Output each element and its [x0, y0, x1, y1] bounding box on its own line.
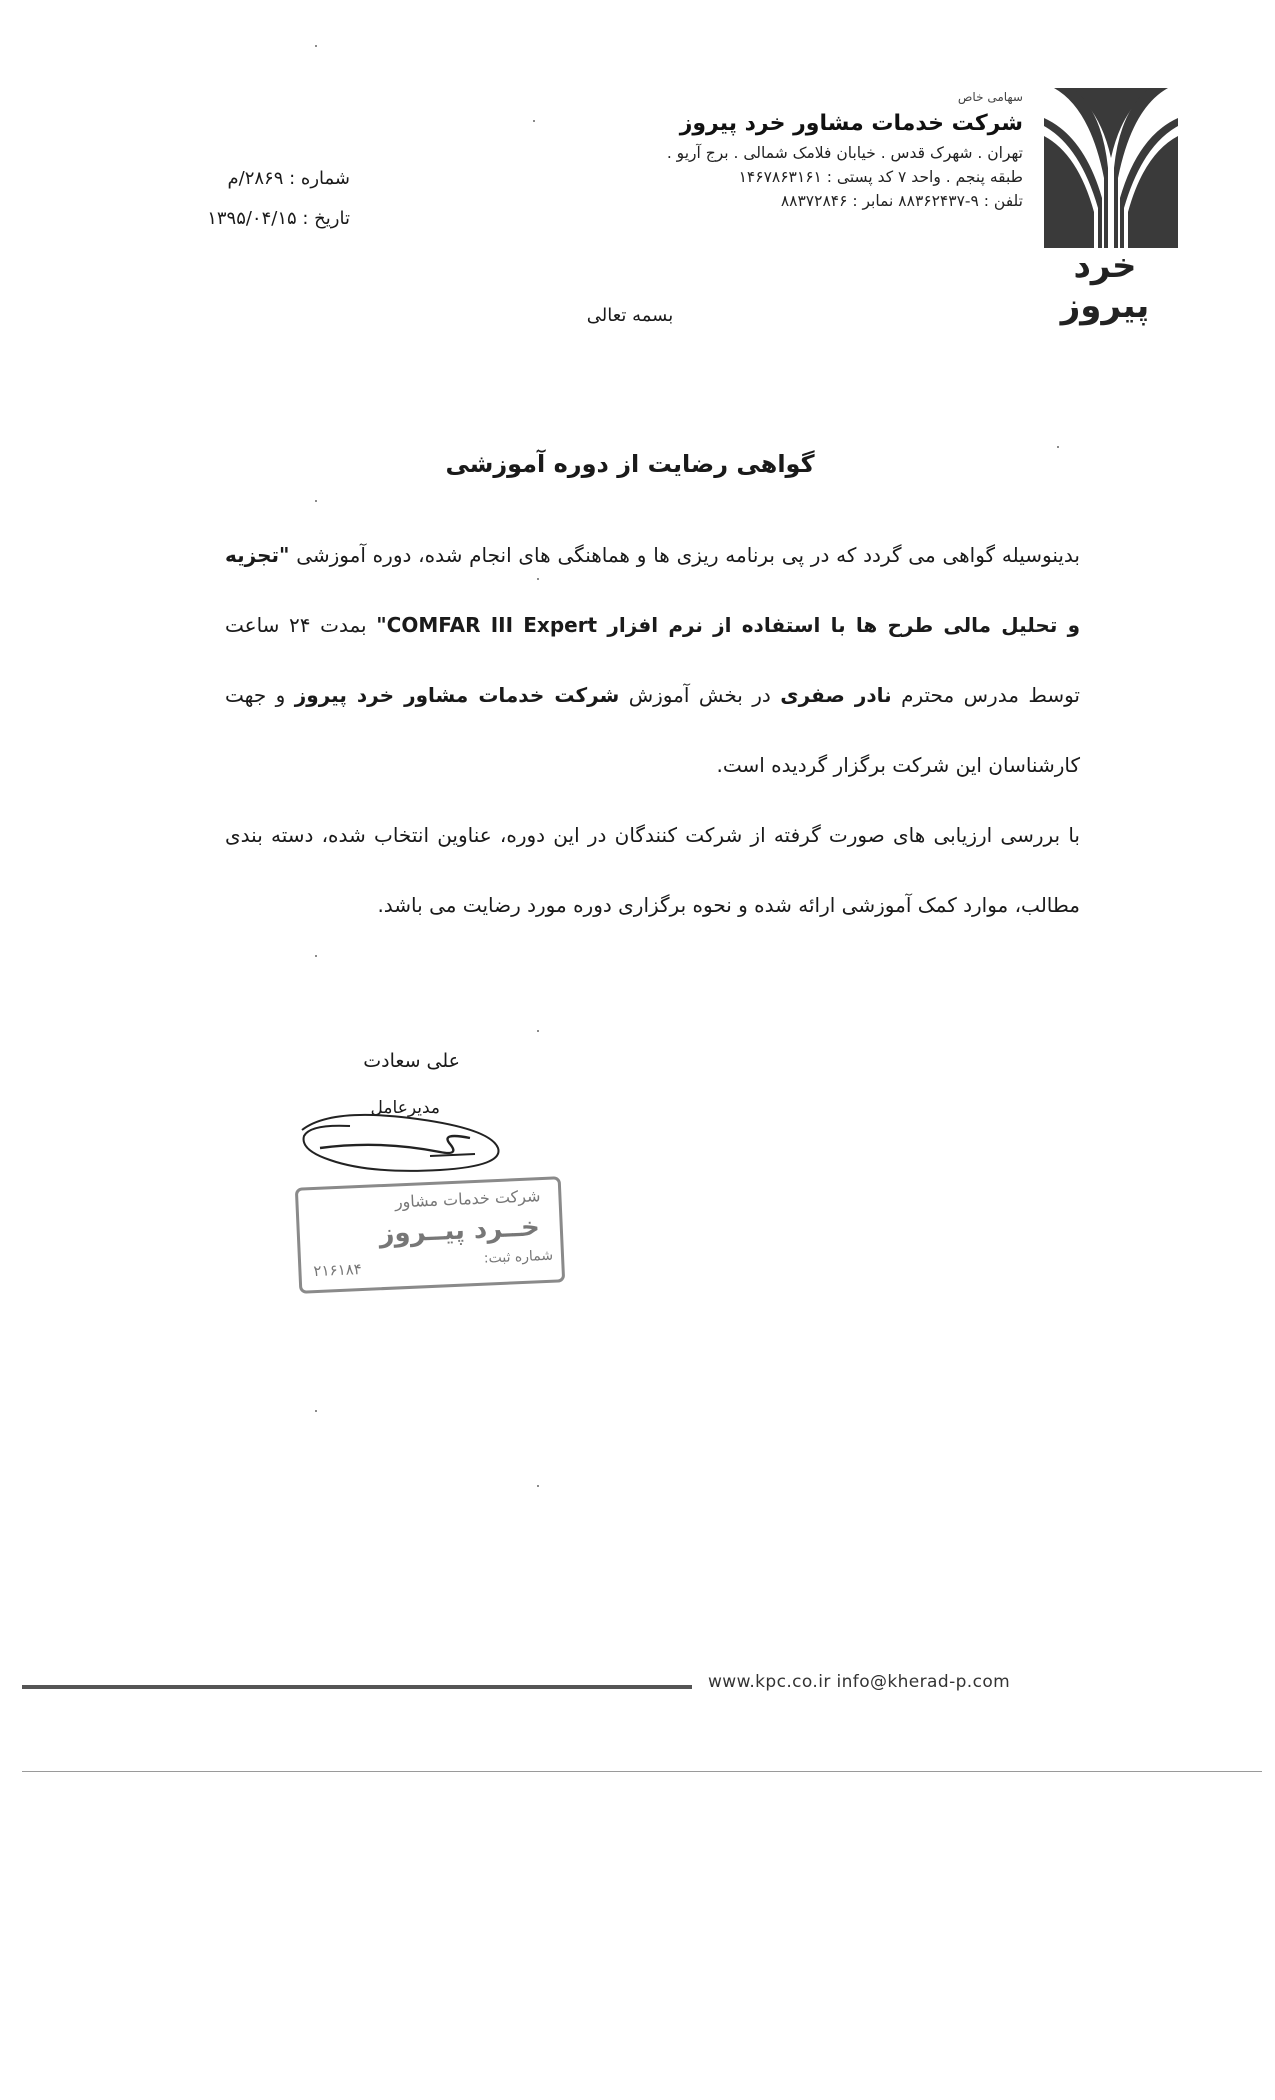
letter-number: شماره : ۲۸۶۹/م [227, 168, 350, 189]
scan-speck [1057, 446, 1059, 448]
letter-title: گواهی رضایت از دوره آموزشی [445, 450, 815, 478]
stamp-brand: خــرد پیــروز [378, 1212, 541, 1250]
scan-speck [533, 120, 535, 122]
footer-divider [22, 1685, 692, 1689]
scan-speck [537, 578, 539, 580]
company-logo [1044, 88, 1178, 248]
company-name: شرکت خدمات مشاور خرد پیروز [679, 110, 1023, 136]
footer-contact: www.kpc.co.ir info@kherad-p.com [708, 1672, 1011, 1692]
page-bottom-line [22, 1771, 1262, 1772]
stamp-reg-number: ۲۱۶۱۸۴ [313, 1260, 363, 1281]
signer-title: مدیرعامل [370, 1098, 440, 1118]
instructor-name: نادر صفری [780, 683, 892, 707]
letter-body [225, 520, 1080, 940]
company-info [643, 88, 1023, 213]
scan-speck [537, 1485, 539, 1487]
scan-speck [315, 955, 317, 957]
scan-speck [315, 45, 317, 47]
basmala: بسمه تعالی [586, 305, 674, 326]
scan-speck [315, 500, 317, 502]
phone-line: تلفن : ۹-۸۸۳۶۲۴۳۷ نمابر : ۸۸۳۷۲۸۴۶ [780, 191, 1023, 210]
stamp-reg-label: شماره ثبت: [483, 1247, 554, 1267]
signer-name: علی سعادت [363, 1050, 460, 1072]
address-line-2: طبقه پنجم . واحد ۷ کد پستی : ۱۴۶۷۸۶۳۱۶۱ [738, 167, 1023, 186]
paragraph-2: با بررسی ارزیابی های صورت گرفته از شرکت کنندگان در این دوره، عناوین انتخاب شده، دسته بندی مطالب، موارد کمک آموزشی ارائه شده و نحوه برگزاری دوره مورد رضایت می باشد. [225, 823, 1080, 917]
course-name: "تجزیه و تحلیل مالی طرح ها با استفاده از نرم افزار COMFAR III Expert" [225, 543, 1081, 637]
stamp-company: شرکت خدمات مشاور [394, 1186, 541, 1212]
letter-date: تاریخ : ۱۳۹۵/۰۴/۱۵ [207, 208, 350, 229]
company-type: سهامی خاص [957, 90, 1023, 104]
address-line-1: تهران . شهرک قدس . خیابان فلامک شمالی . برج آریو . [666, 143, 1023, 162]
company-stamp [295, 1176, 565, 1294]
handwritten-signature [290, 1100, 520, 1180]
logo-wordmark: خرد پیروز [1060, 246, 1150, 326]
company-mention: شرکت خدمات مشاور خرد پیروز [294, 683, 620, 707]
scan-speck [537, 1030, 539, 1032]
paragraph-1: بدینوسیله گواهی می گردد که در پی برنامه ریزی ها و هماهنگی های انجام شده، دوره آموزشی "تجزیه و تحلیل مالی طرح ها با استفاده از نرم افزار COMFAR III Expert" بمدت ۲۴ ساعت توسط مدرس محترم نادر صفری در بخش آموزش شرکت خدمات مشاور خرد پیروز و جهت کارشناسان این شرکت برگزار گردیده است. [225, 543, 1081, 777]
scan-speck [315, 1410, 317, 1412]
